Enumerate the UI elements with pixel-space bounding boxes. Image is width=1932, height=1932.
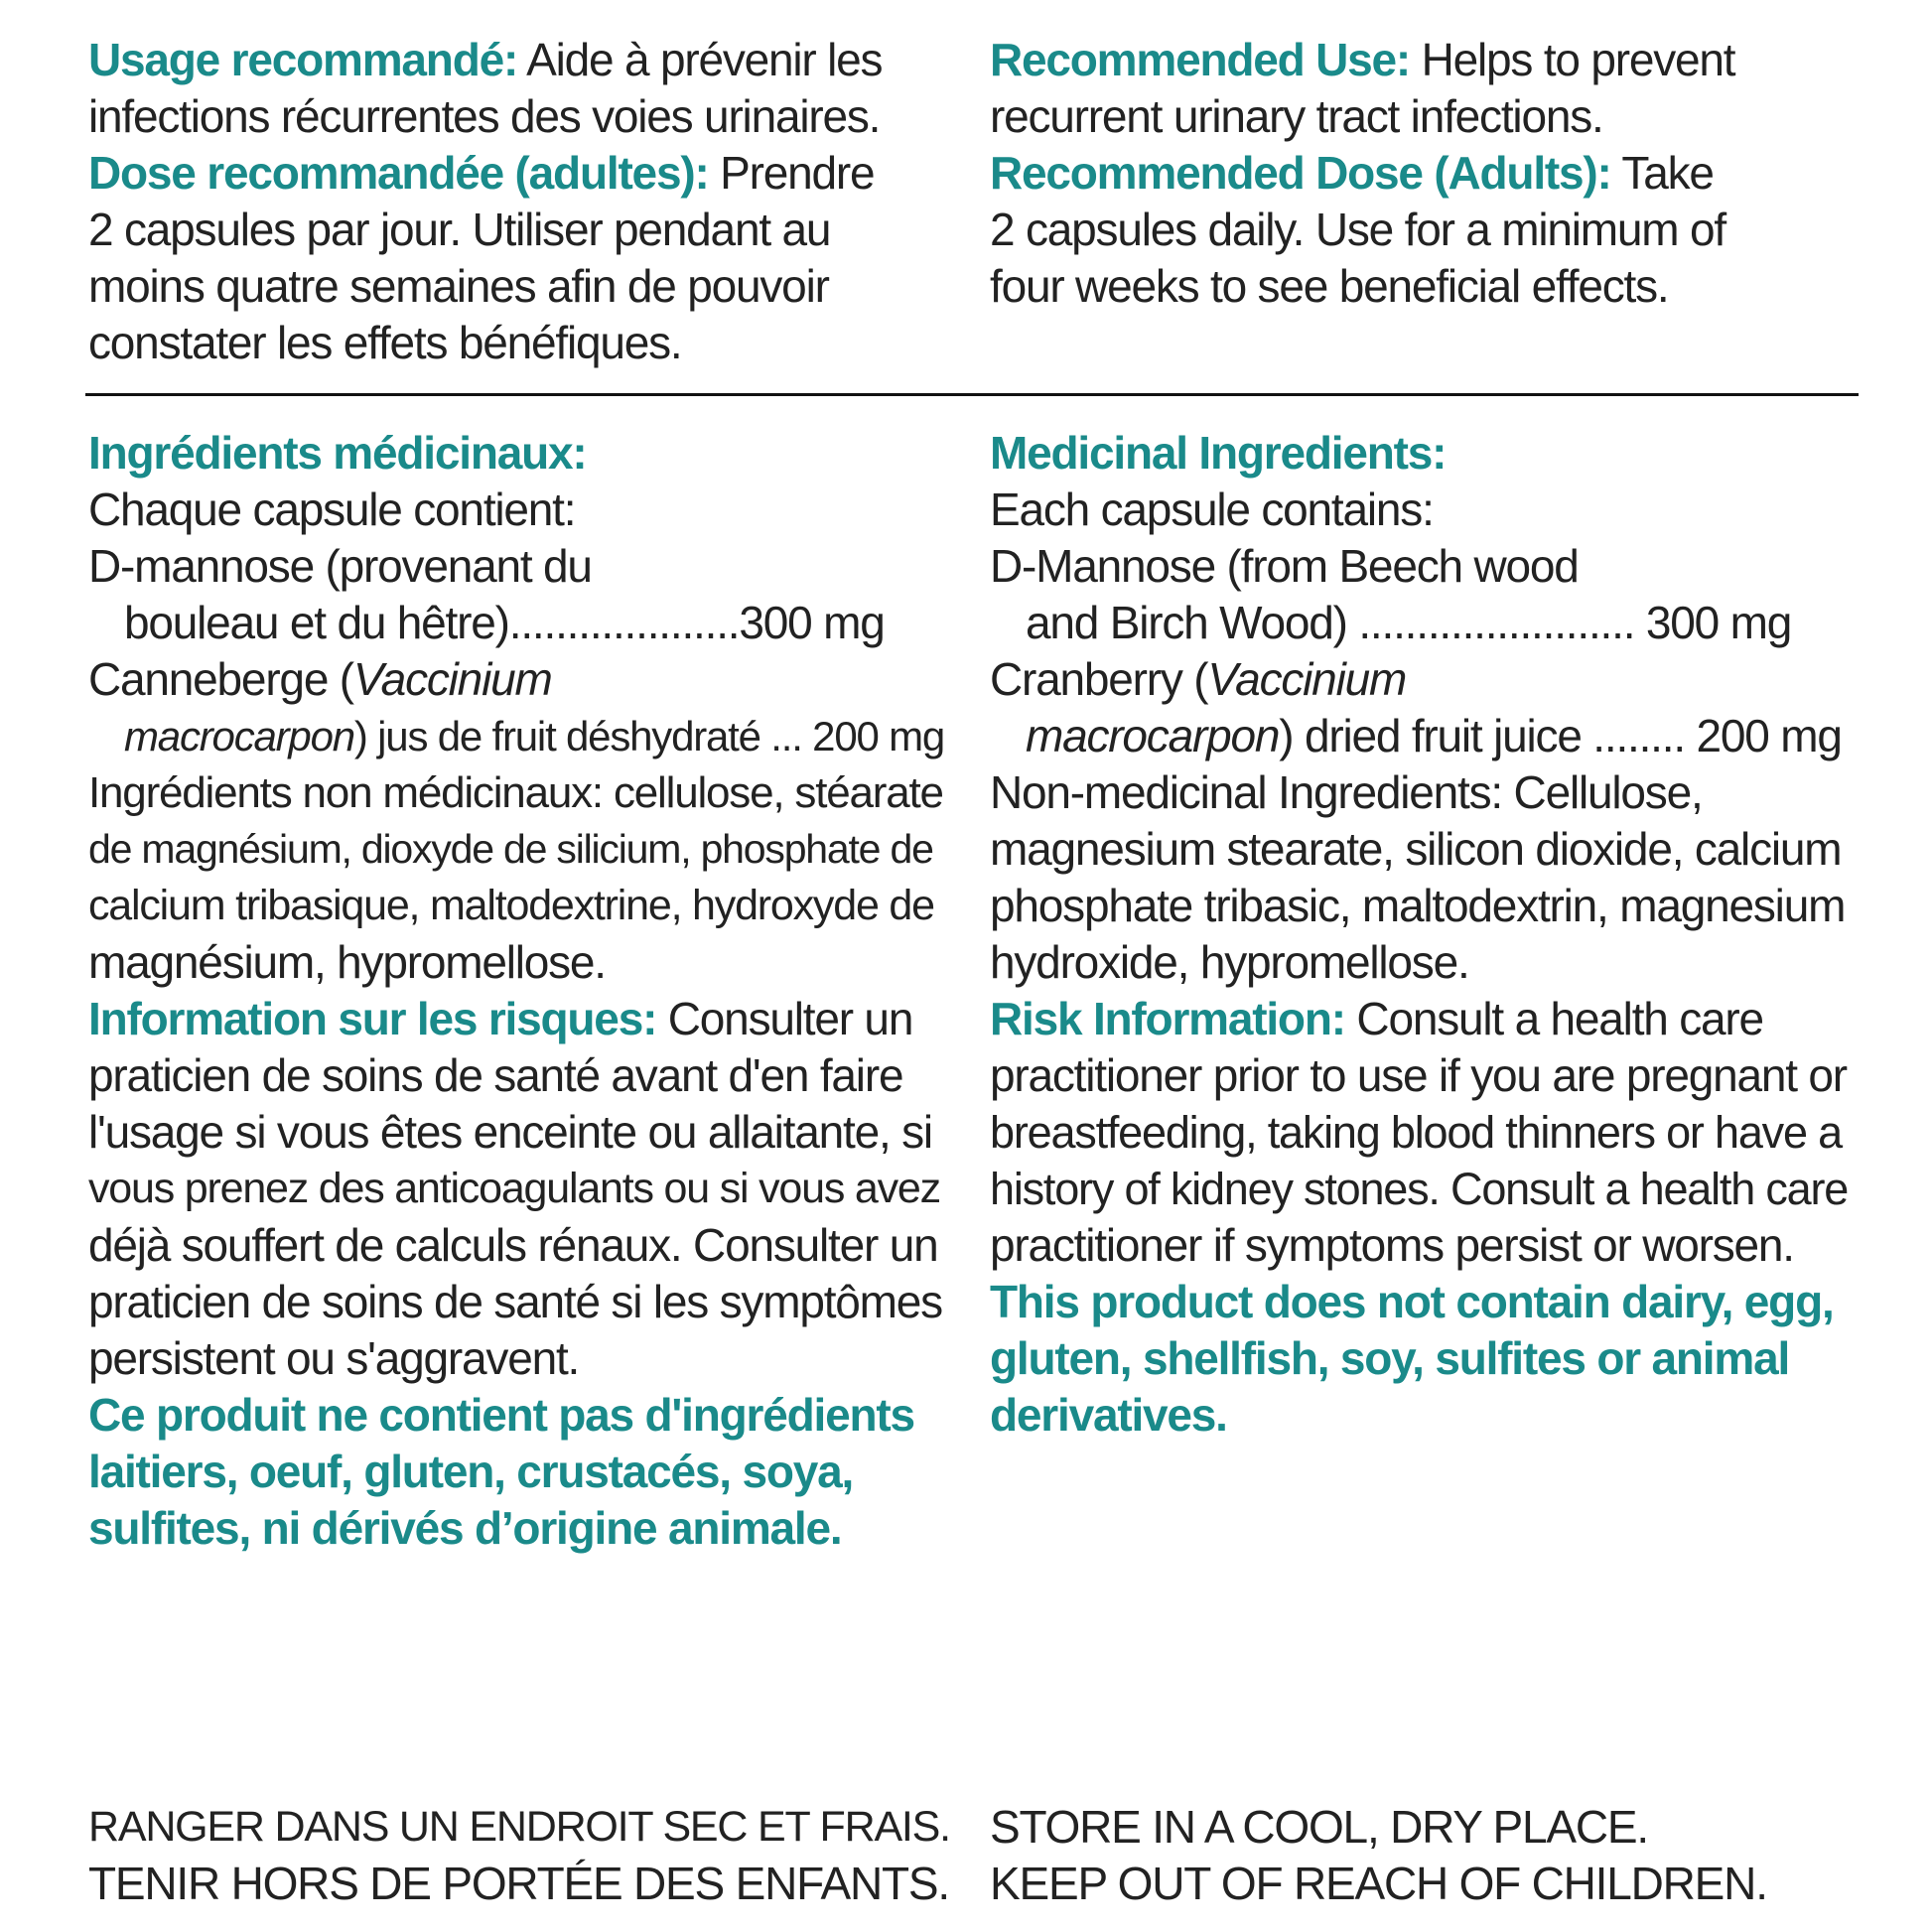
fr-dose-line-2: 2 capsules par jour. Utiliser pendant au (88, 204, 831, 255)
en-usage-line-2: recurrent urinary tract infections. (990, 90, 1603, 142)
en-ingredient-2-species: macrocarpon (1026, 710, 1280, 761)
en-allergen-free-line-3: derivatives. (990, 1389, 1227, 1441)
fr-risk-line-5: déjà souffert de calculs rénaux. Consulter un (88, 1219, 938, 1271)
fr-dose-line-1 (88, 145, 952, 202)
en-dose-text: Take (1610, 147, 1714, 199)
en-ingredient-2-line-2 (990, 708, 1854, 764)
fr-risk-line-6: praticien de soins de santé si les symptômes (88, 1276, 942, 1327)
fr-usage-line-1 (88, 32, 952, 88)
en-risk-label: Risk Information: (990, 993, 1345, 1044)
en-ingredient-2-genus: Vaccinium (1207, 653, 1407, 705)
en-dose-line-3: four weeks to see beneficial effects. (990, 260, 1669, 312)
fr-allergen-free-line-1: Ce produit ne contient pas d'ingrédients (88, 1389, 914, 1441)
en-dose-line-1 (990, 145, 1854, 202)
fr-allergen-free-line-3: sulfites, ni dérivés d’origine animale. (88, 1502, 842, 1554)
en-storage-line-1: STORE IN A COOL, DRY PLACE. (990, 1801, 1648, 1853)
fr-risk-text: Consulter un (656, 993, 913, 1044)
en-usage-line-1 (990, 32, 1854, 88)
en-risk-line-2: practitioner prior to use if you are pregnant or (990, 1049, 1847, 1101)
en-risk-line-3: breastfeeding, taking blood thinners or have a (990, 1107, 1842, 1158)
en-usage-text: Helps to prevent (1410, 34, 1735, 85)
en-ingredients-section (990, 425, 1854, 1444)
fr-dose-line-3: moins quatre semaines afin de pouvoir (88, 260, 829, 312)
fr-allergen-free-line-2: laitiers, oeuf, gluten, crustacés, soya, (88, 1446, 854, 1497)
fr-each-capsule: Chaque capsule contient: (88, 483, 576, 535)
en-risk-line-1 (990, 991, 1854, 1047)
en-ingredient-2-amount: ) dried fruit juice ........ 200 mg (1279, 710, 1842, 761)
fr-dose-label: Dose recommandée (adultes): (88, 147, 709, 199)
en-nonmedicinal-line-2: magnesium stearate, silicon dioxide, calcium (990, 823, 1842, 875)
fr-risk-line-4: vous prenez des anticoagulants ou si vous avez (88, 1165, 940, 1212)
fr-ingredient-2-name: Canneberge ( (88, 653, 353, 705)
fr-risk-line-2: praticien de soins de santé avant d'en faire (88, 1049, 903, 1101)
fr-nonmedicinal-line-1: Ingrédients non médicinaux: cellulose, stéarate (88, 768, 943, 817)
fr-storage-line-1: RANGER DANS UN ENDROIT SEC ET FRAIS. (88, 1803, 950, 1851)
en-each-capsule: Each capsule contains: (990, 483, 1434, 535)
en-allergen-free-line-2: gluten, shellfish, soy, sulfites or animal (990, 1332, 1790, 1384)
section-divider (85, 393, 1859, 396)
en-ingredient-2-line-1 (990, 651, 1854, 708)
en-usage-label: Recommended Use: (990, 34, 1411, 85)
fr-risk-line-1 (88, 991, 952, 1047)
fr-ingredient-1-line-1: D-mannose (provenant du (88, 540, 592, 592)
en-nonmedicinal-line-3: phosphate tribasic, maltodextrin, magnesium (990, 880, 1846, 931)
fr-dose-text: Prendre (708, 147, 875, 199)
en-allergen-free-line-1: This product does not contain dairy, egg, (990, 1276, 1834, 1327)
fr-nonmedicinal-line-4: magnésium, hypromellose. (88, 936, 606, 988)
en-storage-line-2: KEEP OUT OF REACH OF CHILDREN. (990, 1858, 1767, 1909)
en-risk-line-4: history of kidney stones. Consult a health care (990, 1164, 1849, 1214)
fr-usage-line-2: infections récurrentes des voies urinaires. (88, 90, 881, 142)
en-dose-line-2: 2 capsules daily. Use for a minimum of (990, 204, 1725, 255)
fr-ingredient-2-line-2 (88, 708, 952, 764)
en-usage-dose-section (990, 32, 1854, 315)
en-ingredient-1-line-1: D-Mannose (from Beech wood (990, 540, 1579, 592)
fr-ingredients-section (88, 425, 952, 1557)
fr-usage-dose-section (88, 32, 952, 371)
fr-nonmedicinal-line-3: calcium tribasique, maltodextrine, hydroxyde de (88, 882, 934, 929)
fr-risk-label: Information sur les risques: (88, 993, 657, 1044)
en-nonmedicinal-line-4: hydroxide, hypromellose. (990, 936, 1469, 988)
en-storage-section (990, 1799, 1854, 1912)
fr-usage-text: Aide à prévenir les (517, 34, 883, 85)
fr-risk-line-7: persistent ou s'aggravent. (88, 1332, 580, 1384)
fr-storage-section (88, 1799, 952, 1912)
fr-ingredient-2-line-1 (88, 651, 952, 708)
fr-ingredient-1-line-2: bouleau et du hêtre)....................300 mg (124, 597, 885, 648)
fr-dose-line-4: constater les effets bénéfiques. (88, 317, 682, 368)
en-medicinal-heading: Medicinal Ingredients: (990, 427, 1447, 479)
en-dose-label: Recommended Dose (Adults): (990, 147, 1611, 199)
fr-ingredient-2-amount: ) jus de fruit déshydraté ... 200 mg (353, 713, 945, 759)
fr-ingredient-2-genus: Vaccinium (352, 653, 552, 705)
fr-medicinal-heading: Ingrédients médicinaux: (88, 427, 587, 479)
fr-risk-line-3: l'usage si vous êtes enceinte ou allaitante, si (88, 1106, 932, 1158)
en-risk-text: Consult a health care (1344, 993, 1763, 1044)
fr-usage-label: Usage recommandé: (88, 34, 518, 85)
en-ingredient-2-name: Cranberry ( (990, 653, 1208, 705)
en-ingredient-1-line-2: and Birch Wood) ........................ 300 mg (1026, 597, 1792, 648)
en-risk-line-5: practitioner if symptoms persist or worsen. (990, 1219, 1794, 1271)
fr-nonmedicinal-line-2: de magnésium, dioxyde de silicium, phosphate de (88, 826, 933, 872)
fr-ingredient-2-species: macrocarpon (124, 713, 354, 759)
en-nonmedicinal-line-1: Non-medicinal Ingredients: Cellulose, (990, 766, 1703, 818)
fr-storage-line-2: TENIR HORS DE PORTÉE DES ENFANTS. (88, 1858, 949, 1909)
